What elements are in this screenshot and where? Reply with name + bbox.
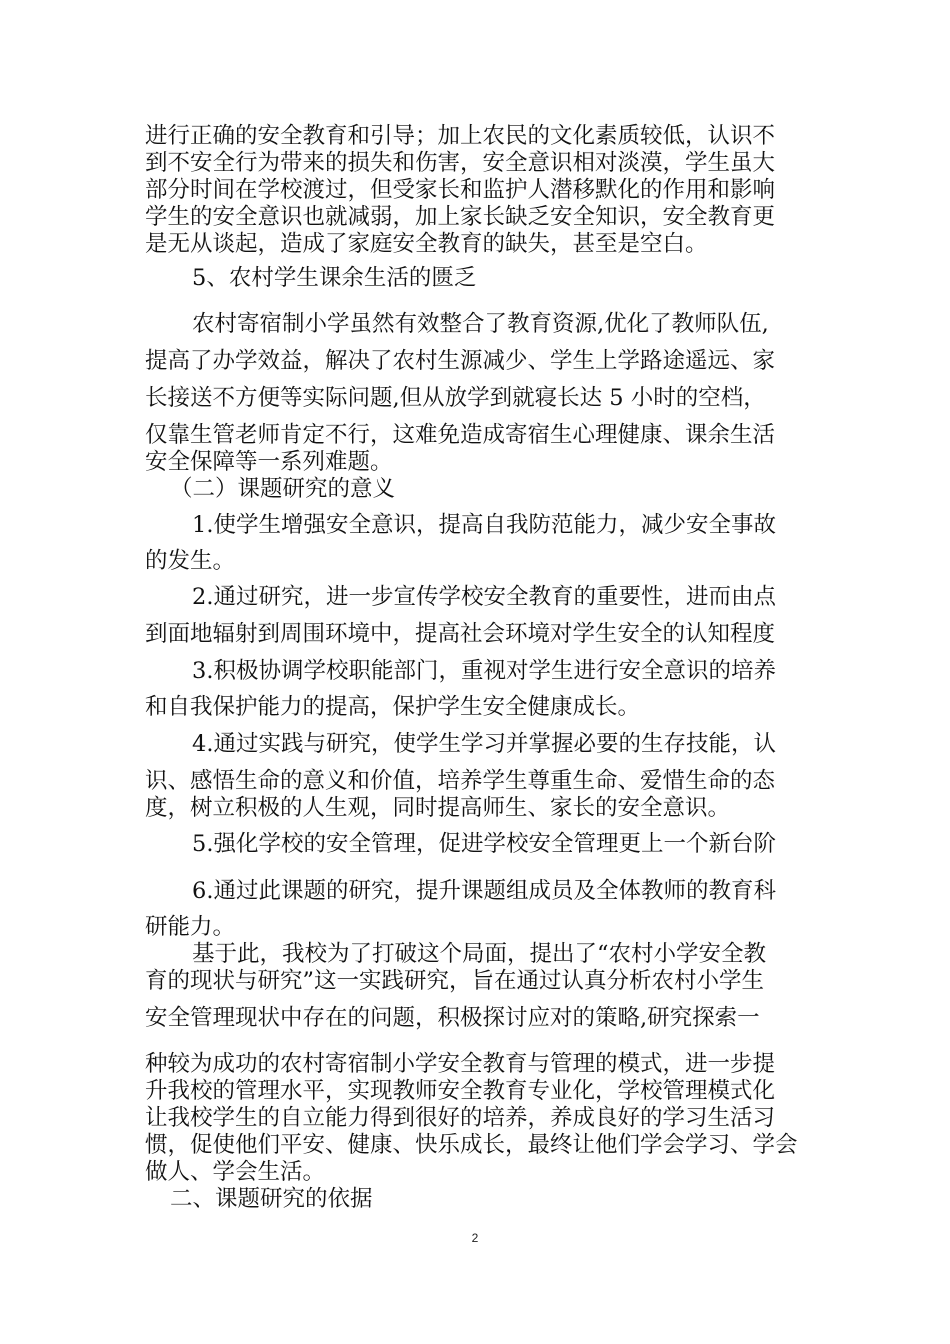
section-heading: 二、课题研究的依据 (170, 1186, 373, 1212)
body-text-line: 基于此，我校为了打破这个局面，提出了“农村小学安全教 (192, 941, 767, 967)
body-text-line: 安全管理现状中存在的问题，积极探讨应对的策略,研究探索一 (145, 1005, 760, 1031)
page-number: 2 (471, 1231, 479, 1245)
list-item-text: 2.通过研究，进一步宣传学校安全教育的重要性，进而由点 (192, 584, 776, 610)
body-text-line: 部分时间在学校渡过，但受家长和监护人潜移默化的作用和影响 (145, 177, 776, 203)
section-heading: （二）课题研究的意义 (170, 476, 396, 502)
body-text-line: 进行正确的安全教育和引导；加上农民的文化素质较低，认识不 (145, 123, 776, 149)
body-text-line: 做人、学会生活。 (145, 1159, 326, 1185)
body-text-line: 让我校学生的自立能力得到很好的培养，养成良好的学习生活习 (145, 1105, 776, 1131)
list-item-text: 到面地辐射到周围环境中，提高社会环境对学生安全的认知程度 (145, 621, 776, 647)
body-text-line: 育的现状与研究”这一实践研究，旨在通过认真分析农村小学生 (145, 968, 765, 994)
body-text-line: 是无从谈起，造成了家庭安全教育的缺失，甚至是空白。 (145, 231, 708, 257)
list-item-text: 度，树立积极的人生观，同时提高师生、家长的安全意识。 (145, 795, 731, 821)
list-item-text: 和自我保护能力的提高，保护学生安全健康成长。 (145, 694, 641, 720)
list-item-text: 3.积极协调学校职能部门，重视对学生进行安全意识的培养 (192, 658, 776, 684)
list-item-text: 4.通过实践与研究，使学生学习并掌握必要的生存技能，认 (192, 731, 776, 757)
list-item-text: 6.通过此课题的研究，提升课题组成员及全体教师的教育科 (192, 878, 776, 904)
list-item-text: 的发生。 (145, 548, 236, 574)
list-item-text: 识、感悟生命的意义和价值，培养学生尊重生命、爱惜生命的态 (145, 768, 776, 794)
list-item-text: 1.使学生增强安全意识，提高自我防范能力，减少安全事故 (192, 512, 776, 538)
body-text-line: 长接送不方便等实际问题,但从放学到就寝长达 5 小时的空档， (145, 385, 766, 411)
section-heading: 5、农村学生课余生活的匮乏 (192, 265, 477, 291)
list-item-text: 5.强化学校的安全管理，促进学校安全管理更上一个新台阶 (192, 831, 776, 857)
body-text-line: 安全保障等一系列难题。 (145, 449, 393, 475)
list-item-text: 研能力。 (145, 914, 236, 940)
body-text-line: 仅靠生管老师肯定不行，这难免造成寄宿生心理健康、课余生活 (145, 422, 776, 448)
body-text-line: 升我校的管理水平，实现教师安全教育专业化，学校管理模式化 (145, 1078, 776, 1104)
body-text-line: 惯，促使他们平安、健康、快乐成长，最终让他们学会学习、学会 (145, 1132, 798, 1158)
body-text-line: 到不安全行为带来的损失和伤害，安全意识相对淡漠，学生虽大 (145, 150, 776, 176)
body-text-line: 种较为成功的农村寄宿制小学安全教育与管理的模式，进一步提 (145, 1051, 776, 1077)
body-text-line: 学生的安全意识也就减弱，加上家长缺乏安全知识，安全教育更 (145, 204, 776, 230)
body-text-line: 农村寄宿制小学虽然有效整合了教育资源,优化了教师队伍, (192, 311, 769, 337)
body-text-line: 提高了办学效益，解决了农村生源减少、学生上学路途遥远、家 (145, 348, 776, 374)
